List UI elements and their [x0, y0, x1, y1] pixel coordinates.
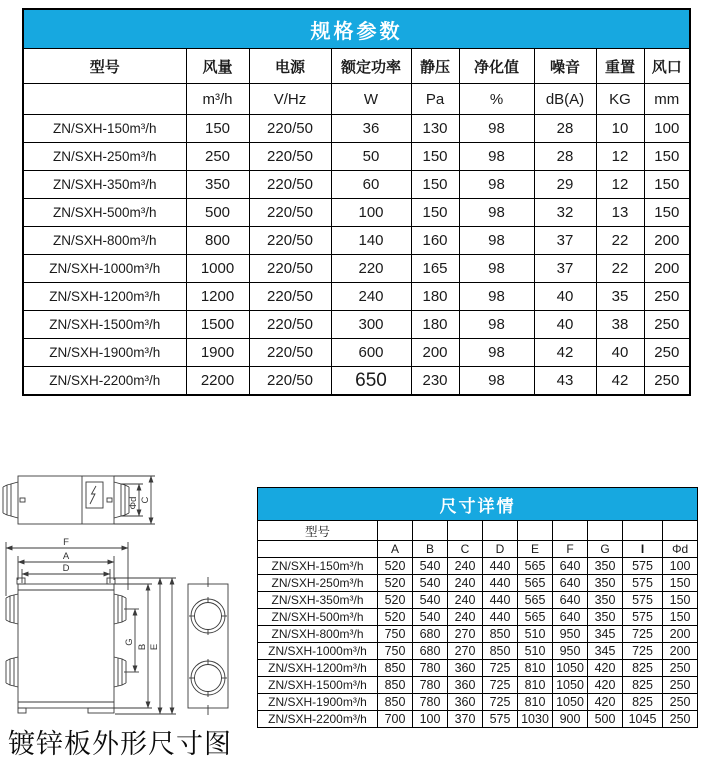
empty-header-cell — [413, 521, 448, 541]
value-cell: 520 — [378, 609, 413, 626]
value-cell: 1200 — [186, 283, 249, 311]
spec-header-row — [23, 49, 690, 84]
table-row — [23, 171, 690, 199]
dimension-model-header-row — [258, 521, 698, 541]
table-row — [258, 694, 698, 711]
value-cell: 600 — [331, 339, 411, 367]
value-cell: 350 — [588, 575, 623, 592]
value-cell: 565 — [518, 609, 553, 626]
value-cell: 220/50 — [249, 227, 331, 255]
column-header: 额定功率 — [331, 49, 411, 84]
value-cell: 350 — [588, 592, 623, 609]
model-cell: ZN/SXH-800m³/h — [23, 227, 186, 255]
value-cell: 13 — [596, 199, 644, 227]
value-cell: 800 — [186, 227, 249, 255]
value-cell: 350 — [186, 171, 249, 199]
value-cell: 220/50 — [249, 311, 331, 339]
unit-cell: V/Hz — [249, 84, 331, 115]
table-row — [258, 558, 698, 575]
column-header: 型号 — [23, 49, 186, 84]
value-cell: 180 — [411, 311, 459, 339]
value-cell: 150 — [663, 575, 698, 592]
value-cell: 240 — [331, 283, 411, 311]
value-cell: 22 — [596, 227, 644, 255]
value-cell: 950 — [553, 643, 588, 660]
table-row — [23, 367, 690, 396]
table-row — [23, 255, 690, 283]
outline-dimension-drawing — [2, 470, 254, 724]
value-cell: 540 — [413, 592, 448, 609]
column-header: D — [483, 541, 518, 558]
value-cell: 270 — [448, 626, 483, 643]
unit-cell: dB(A) — [534, 84, 596, 115]
value-cell: 240 — [448, 609, 483, 626]
value-cell: 240 — [448, 575, 483, 592]
value-cell: 810 — [518, 660, 553, 677]
value-cell: 810 — [518, 677, 553, 694]
value-cell: 420 — [588, 694, 623, 711]
value-cell: 220/50 — [249, 115, 331, 143]
model-cell: ZN/SXH-150m³/h — [258, 558, 378, 575]
empty-header-cell — [588, 521, 623, 541]
value-cell: 250 — [663, 677, 698, 694]
value-cell: 440 — [483, 575, 518, 592]
value-cell: 500 — [186, 199, 249, 227]
value-cell: 2200 — [186, 367, 249, 396]
empty-header-cell — [378, 521, 413, 541]
model-cell: ZN/SXH-1900m³/h — [23, 339, 186, 367]
empty-header-cell — [553, 521, 588, 541]
model-cell: ZN/SXH-1500m³/h — [23, 311, 186, 339]
value-cell: 220/50 — [249, 143, 331, 171]
value-cell: 850 — [378, 694, 413, 711]
column-header: 风口 — [644, 49, 690, 84]
value-cell: 250 — [663, 694, 698, 711]
value-cell: 40 — [596, 339, 644, 367]
value-cell: 825 — [623, 694, 663, 711]
model-column-header: 型号 — [258, 521, 378, 541]
unit-cell: KG — [596, 84, 644, 115]
table-row — [258, 677, 698, 694]
model-cell: ZN/SXH-1200m³/h — [258, 660, 378, 677]
value-cell: 520 — [378, 558, 413, 575]
value-cell: 650 — [331, 367, 411, 396]
dimension-table — [257, 487, 698, 728]
empty-header-cell — [448, 521, 483, 541]
value-cell: 440 — [483, 558, 518, 575]
value-cell: 37 — [534, 255, 596, 283]
table-row — [258, 609, 698, 626]
value-cell: 575 — [623, 592, 663, 609]
value-cell: 575 — [623, 575, 663, 592]
value-cell: 250 — [663, 660, 698, 677]
value-cell: 300 — [331, 311, 411, 339]
table-row — [258, 643, 698, 660]
value-cell: 345 — [588, 643, 623, 660]
spec-table-body — [23, 115, 690, 396]
value-cell: 270 — [448, 643, 483, 660]
dim-label-a: A — [62, 551, 70, 562]
unit-cell: W — [331, 84, 411, 115]
model-cell: ZN/SXH-1900m³/h — [258, 694, 378, 711]
value-cell: 50 — [331, 143, 411, 171]
value-cell: 850 — [483, 643, 518, 660]
value-cell: 700 — [378, 711, 413, 728]
value-cell: 250 — [644, 311, 690, 339]
value-cell: 32 — [534, 199, 596, 227]
value-cell: 725 — [623, 643, 663, 660]
value-cell: 98 — [459, 255, 534, 283]
column-header: 静压 — [411, 49, 459, 84]
value-cell: 360 — [448, 660, 483, 677]
value-cell: 140 — [331, 227, 411, 255]
value-cell: 1500 — [186, 311, 249, 339]
value-cell: 1030 — [518, 711, 553, 728]
value-cell: 28 — [534, 115, 596, 143]
table-row — [23, 339, 690, 367]
value-cell: 540 — [413, 609, 448, 626]
end-view — [188, 577, 228, 715]
value-cell: 1000 — [186, 255, 249, 283]
value-cell: 220 — [331, 255, 411, 283]
model-cell: ZN/SXH-1500m³/h — [258, 677, 378, 694]
column-header: E — [518, 541, 553, 558]
value-cell: 540 — [413, 575, 448, 592]
value-cell: 98 — [459, 143, 534, 171]
dim-label-phi-d: Φd — [128, 496, 139, 510]
value-cell: 42 — [596, 367, 644, 396]
side-view — [3, 476, 155, 524]
model-cell: ZN/SXH-500m³/h — [258, 609, 378, 626]
dimension-letter-header-row — [258, 541, 698, 558]
value-cell: 725 — [483, 677, 518, 694]
value-cell: 250 — [186, 143, 249, 171]
value-cell: 40 — [534, 311, 596, 339]
value-cell: 22 — [596, 255, 644, 283]
value-cell: 810 — [518, 694, 553, 711]
value-cell: 725 — [483, 694, 518, 711]
model-cell: ZN/SXH-350m³/h — [258, 592, 378, 609]
table-row — [258, 660, 698, 677]
value-cell: 150 — [411, 171, 459, 199]
value-cell: 640 — [553, 609, 588, 626]
value-cell: 37 — [534, 227, 596, 255]
value-cell: 98 — [459, 367, 534, 396]
model-cell: ZN/SXH-500m³/h — [23, 199, 186, 227]
value-cell: 150 — [411, 199, 459, 227]
value-cell: 98 — [459, 339, 534, 367]
value-cell: 60 — [331, 171, 411, 199]
value-cell: 200 — [644, 227, 690, 255]
value-cell: 900 — [553, 711, 588, 728]
dim-label-e: E — [149, 643, 160, 651]
column-header: 重置 — [596, 49, 644, 84]
unit-cell: Pa — [411, 84, 459, 115]
value-cell: 35 — [596, 283, 644, 311]
value-cell: 230 — [411, 367, 459, 396]
column-header: F — [553, 541, 588, 558]
dim-label-c: C — [140, 496, 151, 504]
table-row — [258, 575, 698, 592]
value-cell: 440 — [483, 609, 518, 626]
value-cell: 575 — [483, 711, 518, 728]
value-cell: 250 — [663, 711, 698, 728]
value-cell: 360 — [448, 677, 483, 694]
model-cell: ZN/SXH-350m³/h — [23, 171, 186, 199]
dim-label-b: B — [137, 643, 148, 651]
table-row — [23, 283, 690, 311]
value-cell: 98 — [459, 199, 534, 227]
column-header: 风量 — [186, 49, 249, 84]
column-header: C — [448, 541, 483, 558]
spec-table-title: 规格参数 — [23, 9, 690, 49]
value-cell: 240 — [448, 558, 483, 575]
table-row — [258, 592, 698, 609]
value-cell: 150 — [644, 199, 690, 227]
value-cell: 100 — [663, 558, 698, 575]
value-cell: 500 — [588, 711, 623, 728]
model-cell: ZN/SXH-800m³/h — [258, 626, 378, 643]
column-header: 净化值 — [459, 49, 534, 84]
value-cell: 200 — [663, 643, 698, 660]
value-cell: 100 — [331, 199, 411, 227]
value-cell: 29 — [534, 171, 596, 199]
column-header: B — [413, 541, 448, 558]
value-cell: 10 — [596, 115, 644, 143]
value-cell: 640 — [553, 592, 588, 609]
value-cell: 250 — [644, 283, 690, 311]
value-cell: 575 — [623, 558, 663, 575]
value-cell: 98 — [459, 311, 534, 339]
value-cell: 510 — [518, 626, 553, 643]
dim-label-d: D — [62, 563, 70, 574]
unit-cell — [23, 84, 186, 115]
dimension-table-body — [258, 558, 698, 728]
value-cell: 12 — [596, 171, 644, 199]
value-cell: 950 — [553, 626, 588, 643]
value-cell: 565 — [518, 558, 553, 575]
value-cell: 1050 — [553, 677, 588, 694]
unit-cell: mm — [644, 84, 690, 115]
spec-units-row — [23, 84, 690, 115]
value-cell: 36 — [331, 115, 411, 143]
value-cell: 360 — [448, 694, 483, 711]
value-cell: 240 — [448, 592, 483, 609]
value-cell: 42 — [534, 339, 596, 367]
value-cell: 98 — [459, 283, 534, 311]
value-cell: 220/50 — [249, 171, 331, 199]
table-row — [23, 143, 690, 171]
value-cell: 150 — [644, 143, 690, 171]
value-cell: 100 — [644, 115, 690, 143]
unit-cell: m³/h — [186, 84, 249, 115]
value-cell: 850 — [378, 660, 413, 677]
value-cell: 220/50 — [249, 255, 331, 283]
value-cell: 150 — [411, 143, 459, 171]
model-cell: ZN/SXH-150m³/h — [23, 115, 186, 143]
value-cell: 100 — [413, 711, 448, 728]
dim-label-f: F — [63, 537, 69, 548]
value-cell: 1050 — [553, 660, 588, 677]
spec-table-section — [22, 8, 689, 396]
value-cell: 780 — [413, 677, 448, 694]
value-cell: 565 — [518, 592, 553, 609]
value-cell: 350 — [588, 558, 623, 575]
value-cell: 200 — [663, 626, 698, 643]
value-cell: 43 — [534, 367, 596, 396]
value-cell: 780 — [413, 660, 448, 677]
value-cell: 150 — [186, 115, 249, 143]
value-cell: 1050 — [553, 694, 588, 711]
model-cell: ZN/SXH-2200m³/h — [258, 711, 378, 728]
value-cell: 200 — [411, 339, 459, 367]
dimension-table-title-row — [258, 488, 698, 521]
model-cell: ZN/SXH-250m³/h — [258, 575, 378, 592]
value-cell: 220/50 — [249, 199, 331, 227]
model-cell: ZN/SXH-1000m³/h — [258, 643, 378, 660]
model-cell: ZN/SXH-250m³/h — [23, 143, 186, 171]
value-cell: 750 — [378, 643, 413, 660]
value-cell: 420 — [588, 660, 623, 677]
value-cell: 780 — [413, 694, 448, 711]
column-header: 电源 — [249, 49, 331, 84]
value-cell: 150 — [663, 609, 698, 626]
value-cell: 850 — [483, 626, 518, 643]
front-view — [6, 537, 176, 714]
value-cell: 150 — [663, 592, 698, 609]
value-cell: 565 — [518, 575, 553, 592]
value-cell: 150 — [644, 171, 690, 199]
value-cell: 1045 — [623, 711, 663, 728]
spec-table-title-row — [23, 9, 690, 49]
column-header: 噪音 — [534, 49, 596, 84]
empty-header-cell — [258, 541, 378, 558]
table-row — [258, 626, 698, 643]
value-cell: 160 — [411, 227, 459, 255]
value-cell: 370 — [448, 711, 483, 728]
drawing-svg — [2, 470, 254, 724]
value-cell: 420 — [588, 677, 623, 694]
value-cell: 725 — [623, 626, 663, 643]
value-cell: 510 — [518, 643, 553, 660]
model-cell: ZN/SXH-1200m³/h — [23, 283, 186, 311]
value-cell: 825 — [623, 660, 663, 677]
value-cell: 640 — [553, 558, 588, 575]
table-row — [23, 311, 690, 339]
value-cell: 575 — [623, 609, 663, 626]
value-cell: 520 — [378, 592, 413, 609]
value-cell: 640 — [553, 575, 588, 592]
table-row — [23, 199, 690, 227]
column-header: A — [378, 541, 413, 558]
model-cell: ZN/SXH-1000m³/h — [23, 255, 186, 283]
column-header: I — [623, 541, 663, 558]
empty-header-cell — [623, 521, 663, 541]
value-cell: 250 — [644, 367, 690, 396]
value-cell: 850 — [378, 677, 413, 694]
value-cell: 40 — [534, 283, 596, 311]
value-cell: 345 — [588, 626, 623, 643]
value-cell: 12 — [596, 143, 644, 171]
value-cell: 220/50 — [249, 283, 331, 311]
value-cell: 28 — [534, 143, 596, 171]
model-cell: ZN/SXH-2200m³/h — [23, 367, 186, 396]
value-cell: 220/50 — [249, 339, 331, 367]
value-cell: 130 — [411, 115, 459, 143]
table-row — [23, 115, 690, 143]
column-header: G — [588, 541, 623, 558]
value-cell: 680 — [413, 626, 448, 643]
value-cell: 165 — [411, 255, 459, 283]
dimension-table-title: 尺寸详情 — [258, 488, 698, 521]
value-cell: 440 — [483, 592, 518, 609]
value-cell: 250 — [644, 339, 690, 367]
table-row — [258, 711, 698, 728]
table-row — [23, 227, 690, 255]
value-cell: 200 — [644, 255, 690, 283]
value-cell: 98 — [459, 227, 534, 255]
empty-header-cell — [483, 521, 518, 541]
empty-header-cell — [518, 521, 553, 541]
value-cell: 520 — [378, 575, 413, 592]
value-cell: 98 — [459, 171, 534, 199]
value-cell: 750 — [378, 626, 413, 643]
value-cell: 680 — [413, 643, 448, 660]
value-cell: 825 — [623, 677, 663, 694]
dim-label-g: G — [124, 638, 135, 646]
value-cell: 38 — [596, 311, 644, 339]
value-cell: 1900 — [186, 339, 249, 367]
spec-table — [22, 8, 691, 396]
dimension-table-section — [257, 487, 697, 728]
empty-header-cell — [663, 521, 698, 541]
value-cell: 180 — [411, 283, 459, 311]
value-cell: 220/50 — [249, 367, 331, 396]
value-cell: 98 — [459, 115, 534, 143]
value-cell: 725 — [483, 660, 518, 677]
value-cell: 350 — [588, 609, 623, 626]
lightning-icon — [90, 486, 96, 504]
unit-cell: % — [459, 84, 534, 115]
column-header: Φd — [663, 541, 698, 558]
value-cell: 540 — [413, 558, 448, 575]
drawing-caption: 镀锌板外形尺寸图 — [8, 729, 232, 759]
